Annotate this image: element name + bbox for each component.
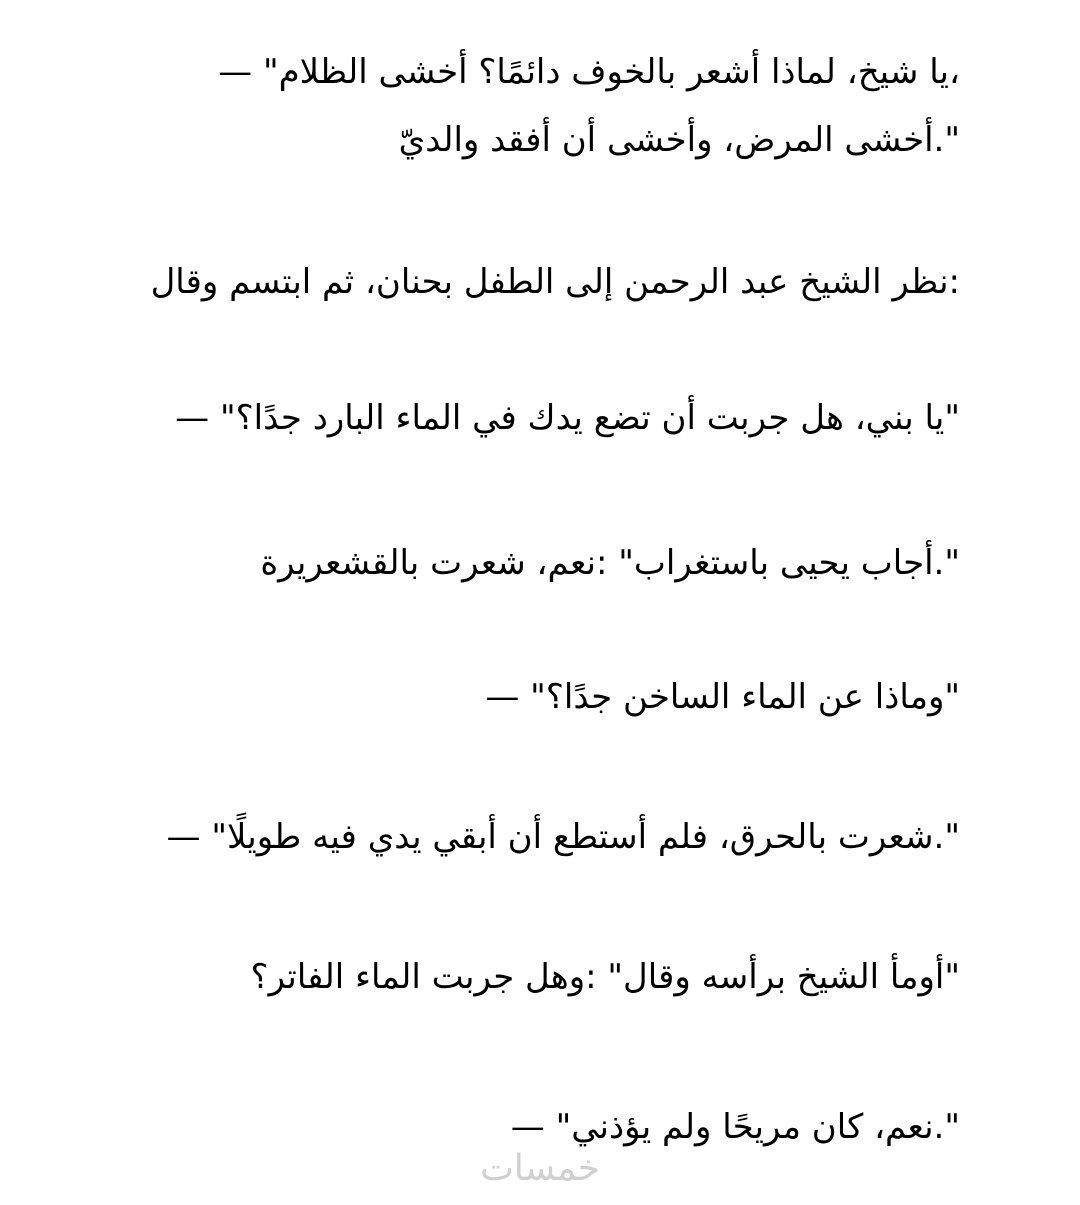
text-line-4: "يا بني، هل جربت أن تضع يدك في الماء البارد جدًا؟" —	[175, 398, 960, 438]
text-line-7: ".شعرت بالحرق، فلم أستطع أن أبقي يدي فيه طويلًا" —	[166, 817, 960, 857]
text-line-6: "وماذا عن الماء الساخن جدًا؟" —	[485, 677, 960, 717]
text-line-5: ".أجاب يحيى باستغراب" :نعم، شعرت بالقشعريرة	[260, 543, 960, 583]
text-line-9: ".نعم، كان مريحًا ولم يؤذني" —	[510, 1107, 960, 1147]
text-line-1: ،يا شيخ، لماذا أشعر بالخوف دائمًا؟ أخشى الظلام" —	[218, 52, 960, 92]
text-line-3: :نظر الشيخ عبد الرحمن إلى الطفل بحنان، ثم ابتسم وقال	[150, 262, 960, 302]
watermark-logo: خمسات	[479, 1148, 601, 1189]
text-line-8: "أومأ الشيخ برأسه وقال" :وهل جربت الماء الفاتر؟	[250, 957, 960, 997]
text-line-2: ".أخشى المرض، وأخشى أن أفقد والديّ	[398, 120, 960, 160]
